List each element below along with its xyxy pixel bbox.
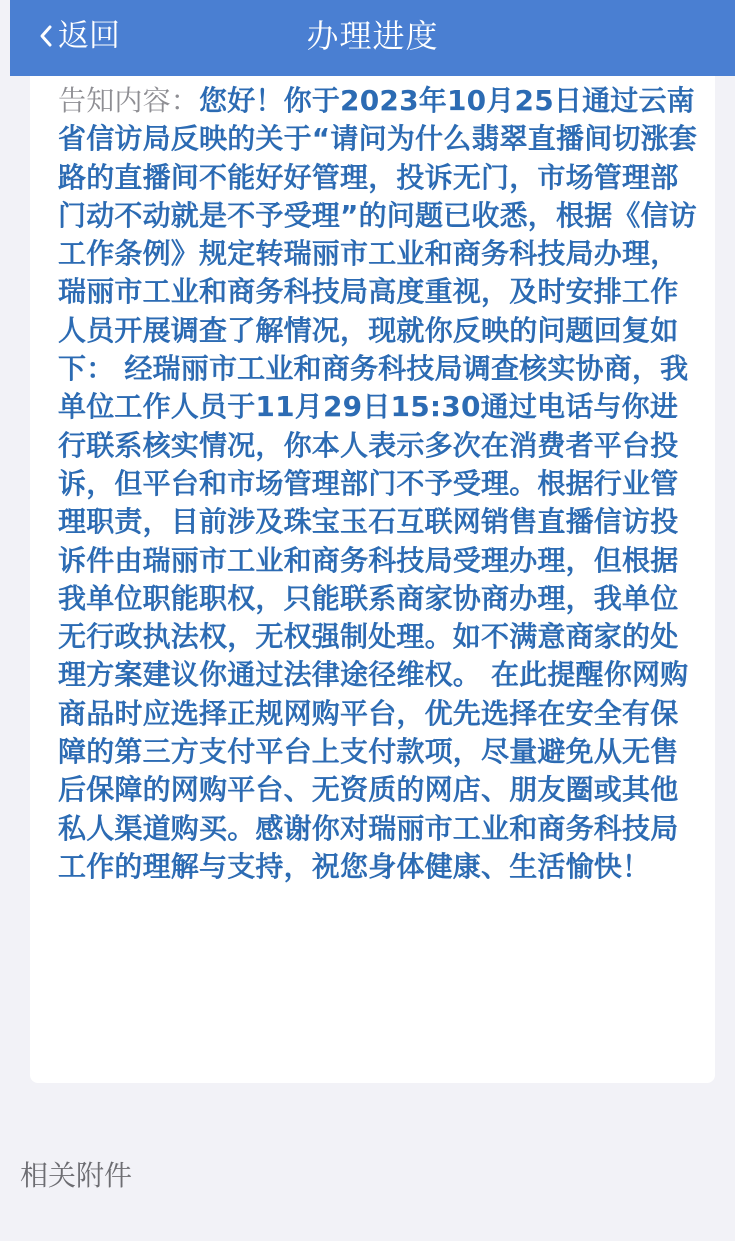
notice-label: 告知内容：: [58, 84, 200, 117]
nav-header: [10, 0, 735, 76]
back-label: 返回: [58, 18, 120, 54]
notice-content: [58, 82, 699, 886]
notice-text: 您好！你于2023年10月25日通过云南省信访局反映的关于“请问为什么翡翠直播间切涨套路的直播间不能好好管理，投诉无门，市场管理部门动不动就是不予受理”的问题已收悉，根据《信访工作条例》规定转瑞丽市工业和商务科技局办理，瑞丽市工业和商务科技局高度重视，及时安排工作人员开展调查了解情况，现就你反映的问题回复如下： 经瑞丽市工业和商务科技局调查核实协商，我单位工作人员于11月29日15:30通过电话与你进行联系核实情况，你本人表示多次在消费者平台投诉，但平台和市场管理部门不予受理。根据行业管理职责，目前涉及珠宝玉石互联网销售直播信访投诉件由瑞丽市工业和商务科技局受理办理，但根据我单位职能职权，只能联系商家协商办理，我单位无行政执法权，无权强制处理。如不满意商家的处理方案建议你通过法律途径维权。 在此提醒你网购商品时应选择正规网购平台，优先选择在安全有保障的第三方支付平台上支付款项，尽量避免从无售后保障的网购平台、无资质的网店、朋友圈或其他私人渠道购买。感谢你对瑞丽市工业和商务科技局工作的理解与支持，祝您身体健康、生活愉快！: [58, 84, 698, 883]
notice-card: [30, 76, 715, 1083]
page-title: 办理进度: [306, 17, 439, 55]
attachments-section: [10, 1083, 735, 1241]
attachments-label: 相关附件: [20, 1159, 133, 1192]
